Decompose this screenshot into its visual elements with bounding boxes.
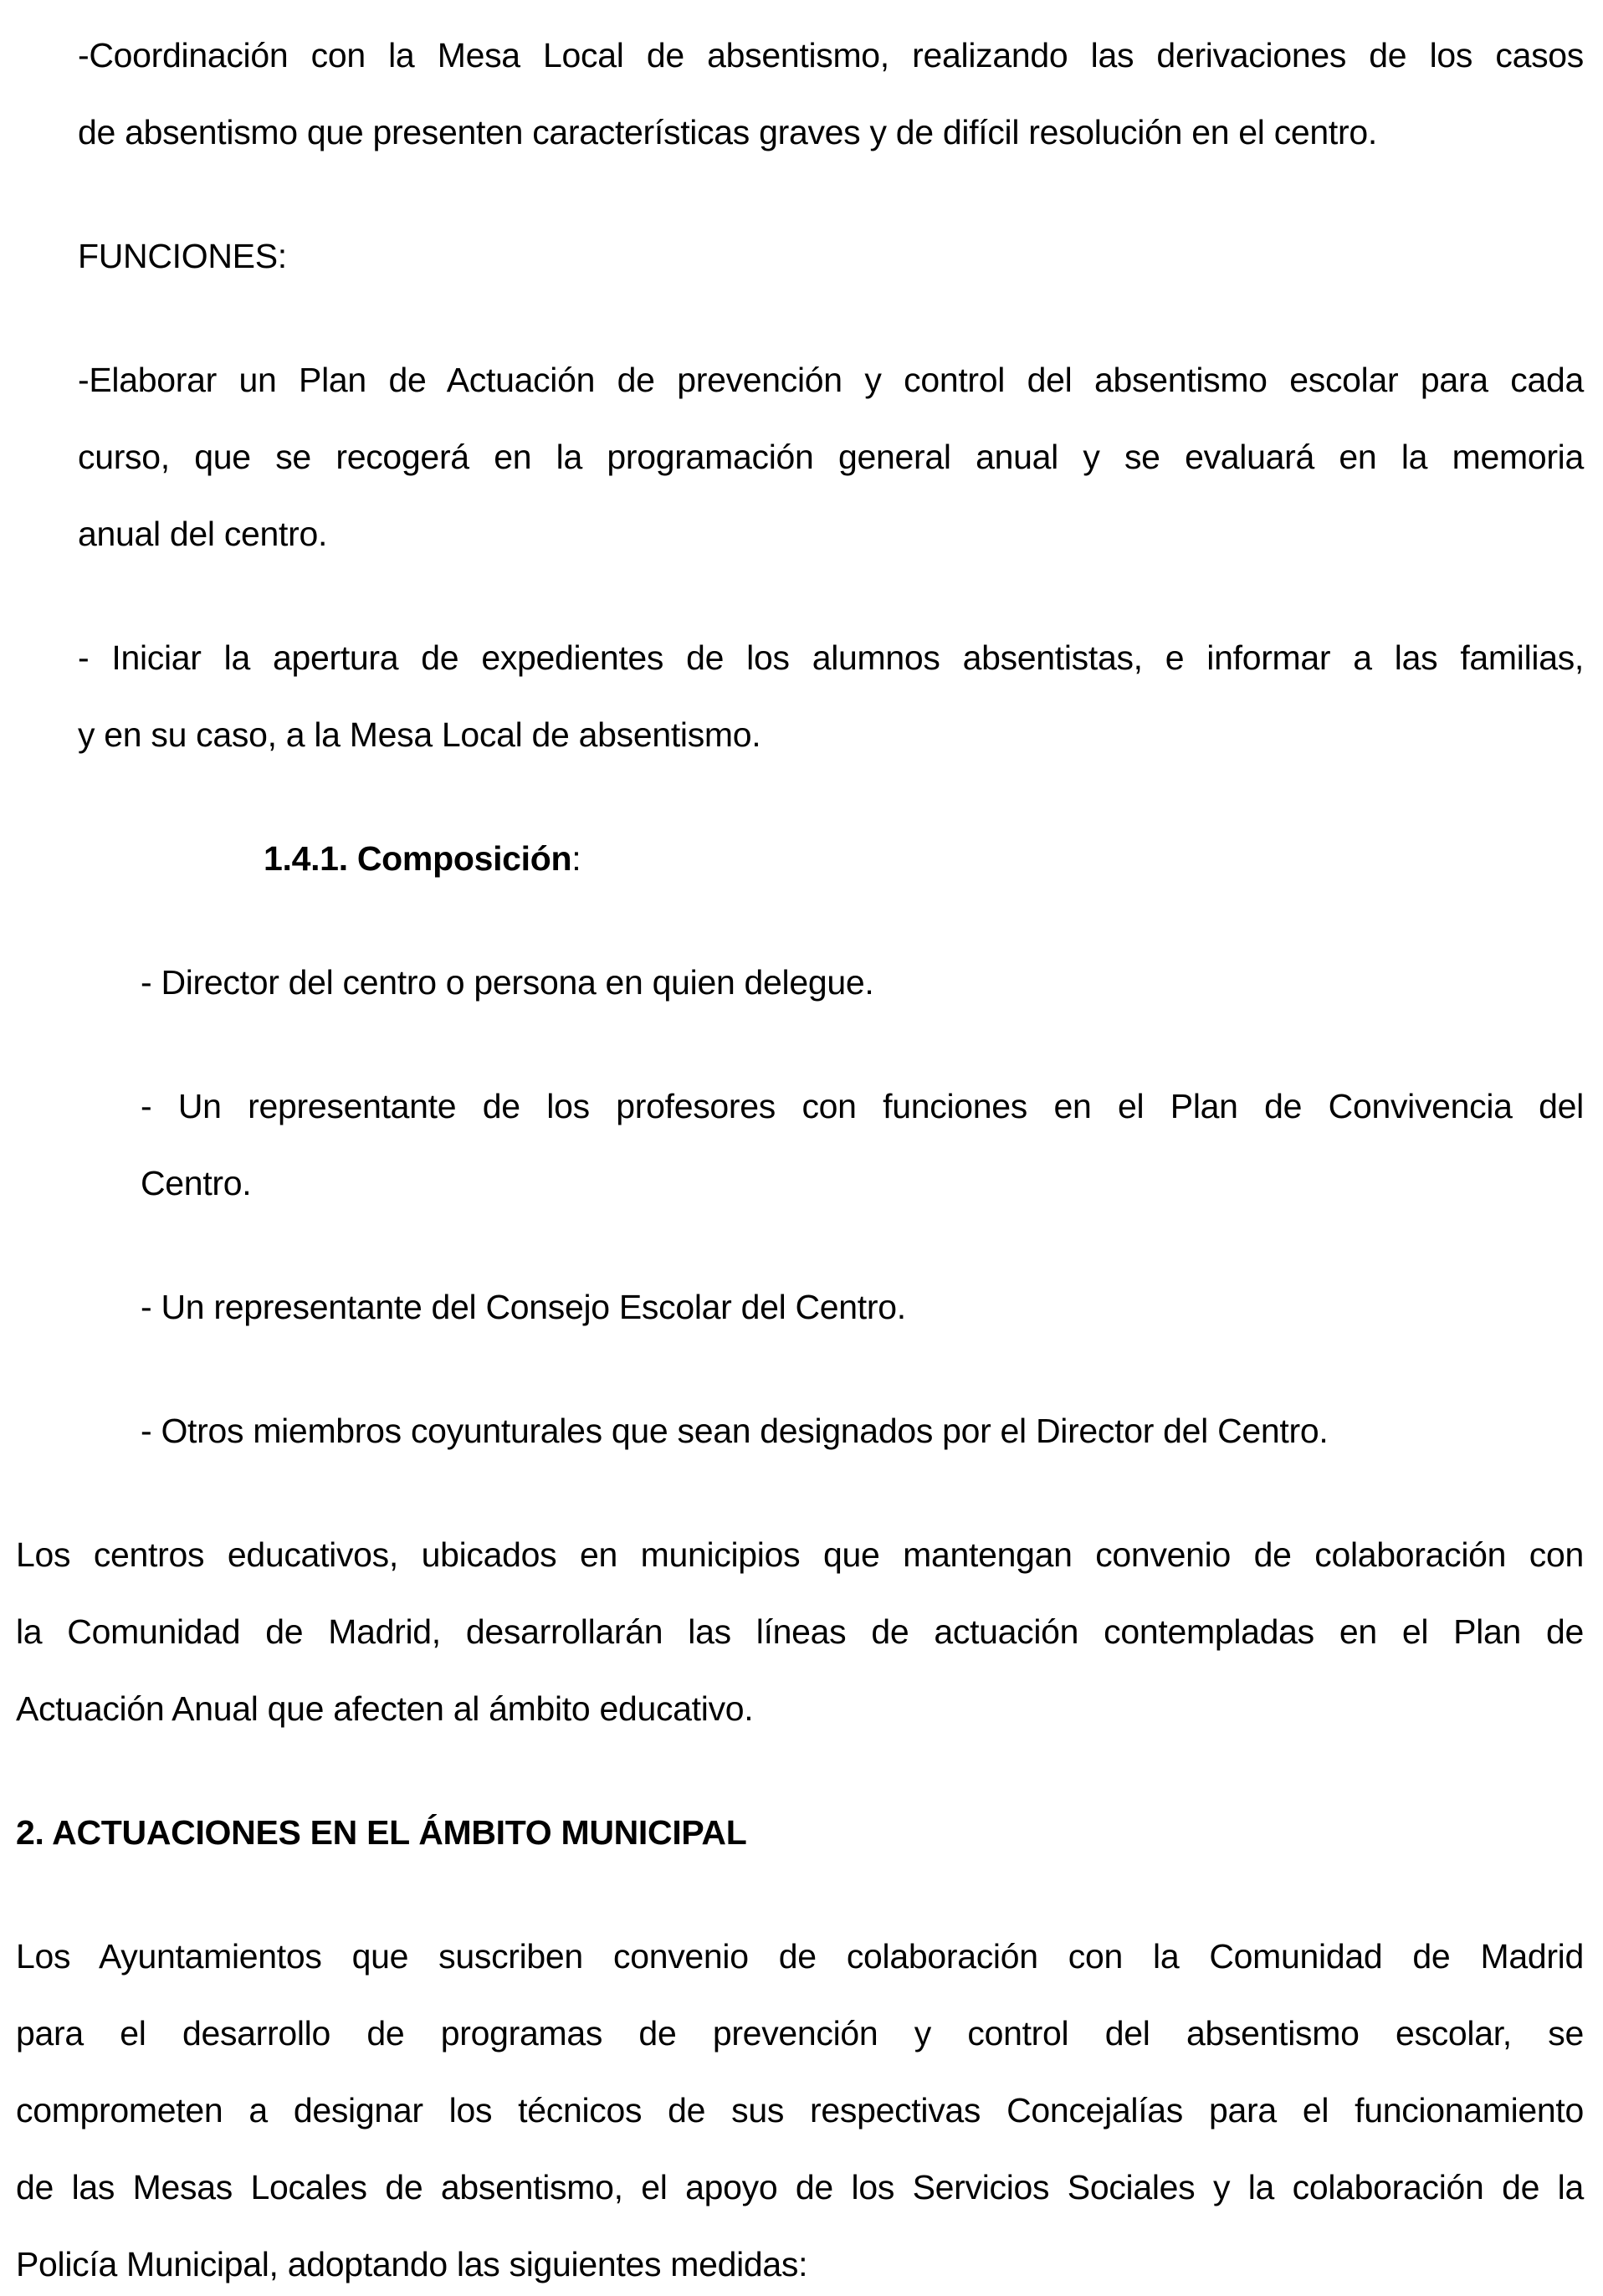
document-line: la Comunidad de Madrid, desarrollarán las líneas de actuación contempladas en el Plan de [16, 1612, 1584, 1651]
document-line: anual del centro. [78, 515, 328, 553]
list-item-director [141, 944, 1584, 1021]
document-line: Los Ayuntamientos que suscriben convenio de colaboración con la Comunidad de Madrid [16, 1937, 1584, 1976]
document-line: -Coordinación con la Mesa Local de absentismo, realizando las derivaciones de los casos [78, 36, 1584, 74]
document-line [264, 820, 1603, 897]
document-line: Actuación Anual que afecten al ámbito educativo. [16, 1689, 754, 1728]
heading-composicion [264, 820, 1603, 897]
document-line: - Director del centro o persona en quien delegue. [141, 963, 874, 1002]
funciones-label [78, 218, 1584, 295]
list-item-consejo [141, 1268, 1584, 1345]
paragraph-ayuntamientos [16, 1918, 1584, 2296]
document-line: 2. ACTUACIONES EN EL ÁMBITO MUNICIPAL [16, 1813, 747, 1852]
paragraph-coordinacion [78, 17, 1584, 171]
list-item-profesores [141, 1068, 1584, 1222]
document-line: - Un representante del Consejo Escolar del Centro. [141, 1288, 906, 1326]
document-line: -Elaborar un Plan de Actuación de prevención y control del absentismo escolar para cada [78, 361, 1584, 399]
document-line: FUNCIONES: [78, 237, 287, 275]
paragraph-iniciar [78, 619, 1584, 773]
document-line: Centro. [141, 1164, 252, 1202]
document-line: - Un representante de los profesores con funciones en el Plan de Convivencia del [141, 1087, 1584, 1125]
paragraph-centros-educativos [16, 1516, 1584, 1747]
document-line: de absentismo que presenten características graves y de difícil resolución en el centro. [78, 113, 1377, 151]
document-line: Los centros educativos, ubicados en municipios que mantengan convenio de colaboración con [16, 1535, 1584, 1574]
document-line: y en su caso, a la Mesa Local de absentismo. [78, 715, 761, 754]
document-line: - Iniciar la apertura de expedientes de los alumnos absentistas, e informar a las familias, [78, 638, 1584, 677]
heading-composicion-colon: : [571, 839, 581, 878]
document-line: comprometen a designar los técnicos de sus respectivas Concejalías para el funcionamiento [16, 2091, 1584, 2129]
heading-actuaciones-municipal [16, 1794, 1584, 1871]
document-line: de las Mesas Locales de absentismo, el apoyo de los Servicios Sociales y la colaboración de la [16, 2168, 1584, 2206]
paragraph-elaborar [78, 341, 1584, 572]
document-line: curso, que se recogerá en la programación general anual y se evaluará en la memoria [78, 438, 1584, 476]
document-line: para el desarrollo de programas de prevención y control del absentismo escolar, se [16, 2014, 1584, 2053]
document-line: - Otros miembros coyunturales que sean designados por el Director del Centro. [141, 1412, 1329, 1450]
heading-composicion-text: 1.4.1. Composición [264, 839, 572, 878]
document-line: Policía Municipal, adoptando las siguientes medidas: [16, 2245, 808, 2283]
list-item-otros [141, 1392, 1584, 1469]
